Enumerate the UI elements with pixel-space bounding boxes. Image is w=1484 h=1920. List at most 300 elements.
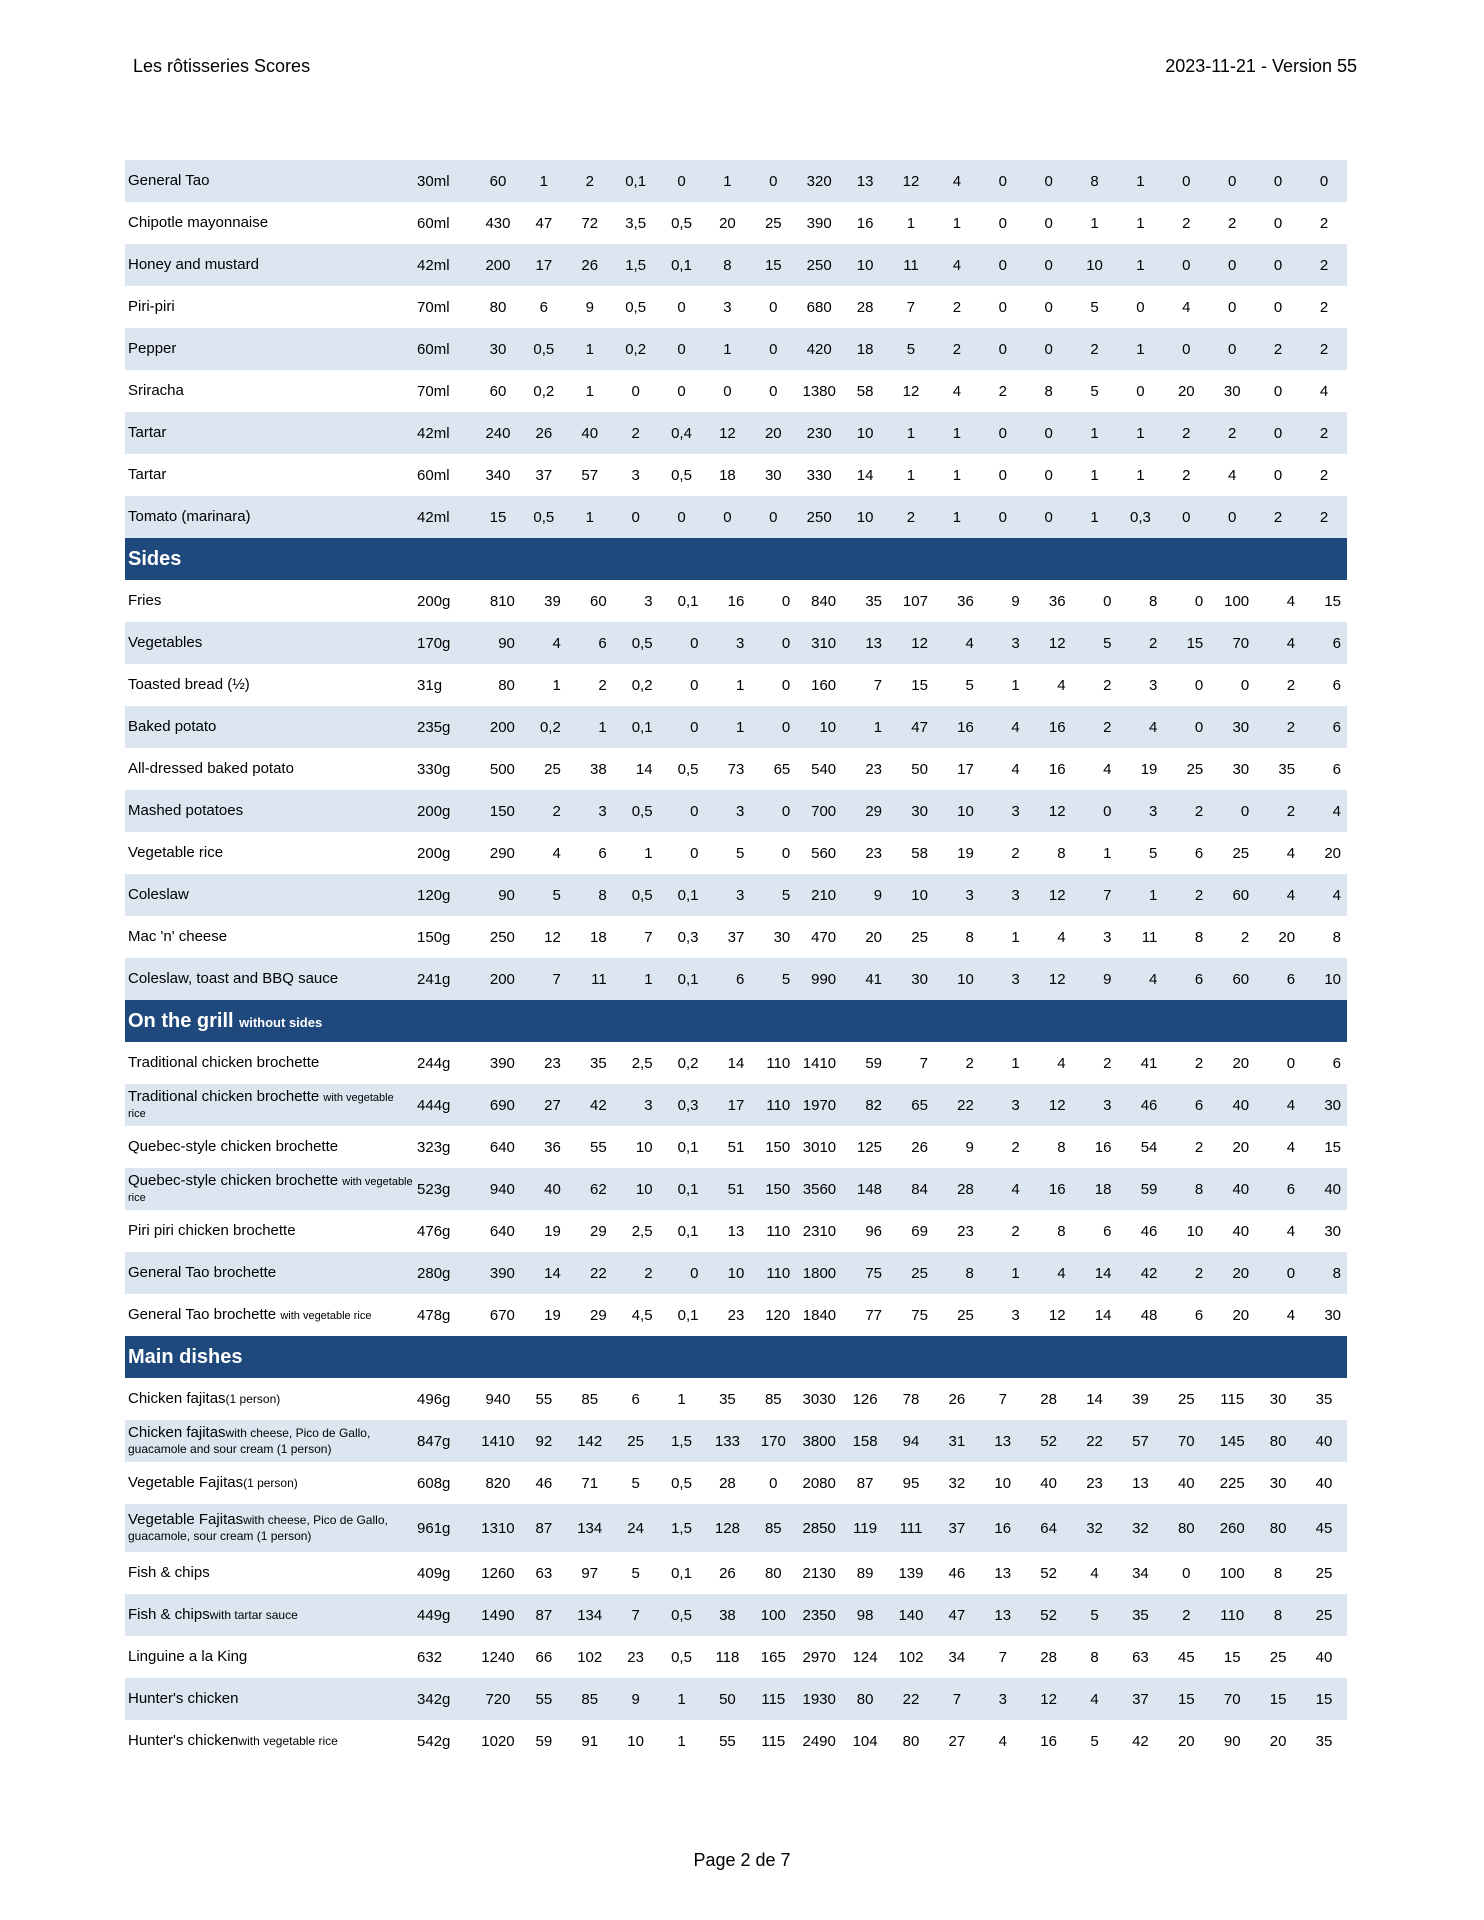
- nutrient-value: 15: [911, 676, 928, 694]
- nutrient-value: 42: [590, 1096, 607, 1114]
- item-name: Hunter's chicken: [128, 1732, 239, 1750]
- nutrient-value: 60: [1232, 886, 1250, 904]
- nutrient-value: 0: [781, 592, 791, 610]
- nutrient-value: 1: [952, 214, 962, 232]
- nutrient-value: 6: [1286, 1180, 1296, 1198]
- nutrient-value: 39: [1132, 1390, 1149, 1408]
- nutrient-value: 2: [1319, 424, 1329, 442]
- nutrient-value: 5: [1149, 844, 1158, 862]
- header-restaurant-name: Les rôtisseries Scores: [133, 56, 311, 76]
- nutrient-value: 102: [577, 1648, 603, 1666]
- nutrient-value: 16: [957, 718, 974, 736]
- item-note: with vegetable rice: [238, 1734, 338, 1749]
- nutrient-value: 7: [998, 1390, 1007, 1408]
- nutrient-value: 145: [1219, 1432, 1245, 1450]
- item-name-cell: [125, 622, 415, 664]
- nutrient-value: 4: [1286, 634, 1296, 652]
- nutrient-value: 8: [598, 886, 607, 904]
- item-name-cell: [125, 1210, 415, 1252]
- nutrient-value: 2: [585, 172, 594, 190]
- item-name-cell: [125, 244, 415, 286]
- nutrient-value: 6: [1332, 634, 1341, 652]
- item-name: All-dressed baked potato: [128, 760, 294, 778]
- nutrient-value: 2: [952, 340, 962, 358]
- nutrient-value: 16: [1048, 1180, 1066, 1198]
- nutrient-value: 0: [690, 1264, 699, 1282]
- nutrient-value: 25: [957, 1306, 974, 1324]
- nutrient-value: 820: [485, 1474, 511, 1492]
- nutrient-value: 30: [1324, 1096, 1341, 1114]
- table-row: [125, 916, 1347, 958]
- nutrient-value: 10: [856, 508, 874, 526]
- nutrient-value: 7: [998, 1648, 1007, 1666]
- nutrient-value: 4: [1286, 1138, 1296, 1156]
- nutrient-value: 0: [1182, 340, 1191, 358]
- nutrient-value: 1: [1090, 214, 1099, 232]
- nutrient-value: 12: [544, 928, 561, 946]
- item-name-cell: [125, 874, 415, 916]
- nutrient-value: 2850: [802, 1519, 836, 1537]
- nutrient-value: 2970: [802, 1648, 836, 1666]
- nutrient-value: 1930: [802, 1690, 836, 1708]
- nutrient-value: 18: [590, 928, 607, 946]
- nutrient-value: 3: [1103, 1096, 1112, 1114]
- nutrient-value: 690: [489, 1096, 515, 1114]
- nutrient-value: 90: [498, 886, 515, 904]
- nutrient-value: 60: [489, 382, 507, 400]
- nutrient-value: 40: [1177, 1474, 1195, 1492]
- nutrient-value: 115: [761, 1690, 786, 1708]
- nutrient-value: 15: [1269, 1690, 1287, 1708]
- nutrient-value: 2310: [802, 1222, 837, 1240]
- table-row: [125, 1294, 1347, 1336]
- item-name: Traditional chicken brochette: [128, 1054, 320, 1072]
- nutrient-value: 1260: [481, 1564, 515, 1582]
- nutrient-value: 28: [719, 1474, 736, 1492]
- nutrient-value: 2: [1194, 1264, 1204, 1282]
- nutrient-value: 13: [727, 1222, 745, 1240]
- nutrient-value: 540: [811, 760, 837, 778]
- serving-size: 60ml: [417, 214, 450, 232]
- nutrient-value: 115: [761, 1732, 786, 1750]
- item-name-cell: [125, 1420, 415, 1462]
- nutrient-value: 100: [1224, 592, 1250, 610]
- nutrient-value: 15: [1223, 1648, 1241, 1666]
- nutrient-value: 5: [1090, 1732, 1099, 1750]
- nutrient-value: 35: [719, 1390, 736, 1408]
- nutrient-value: 1: [736, 676, 745, 694]
- nutrient-value: 20: [1232, 1054, 1250, 1072]
- nutrient-value: 250: [806, 256, 832, 274]
- nutrient-value: 3,5: [625, 214, 647, 232]
- nutrient-value: 85: [581, 1690, 599, 1708]
- nutrient-value: 7: [644, 928, 653, 946]
- serving-size: 120g: [417, 886, 451, 904]
- nutrient-value: 0,5: [631, 634, 653, 652]
- nutrient-value: 10: [635, 1180, 653, 1198]
- nutrient-value: 0: [1044, 466, 1053, 484]
- nutrient-value: 0,5: [631, 802, 653, 820]
- nutrient-value: 0: [998, 424, 1007, 442]
- nutrient-value: 2: [1149, 634, 1158, 652]
- nutrient-value: 98: [856, 1606, 874, 1624]
- serving-size: 523g: [417, 1180, 451, 1198]
- nutrient-value: 15: [489, 508, 507, 526]
- nutrient-value: 2: [1194, 886, 1204, 904]
- serving-size: 42ml: [417, 508, 450, 526]
- nutrient-value: 1310: [481, 1519, 515, 1537]
- nutrient-value: 1240: [481, 1648, 515, 1666]
- nutrient-value: 12: [719, 424, 736, 442]
- nutrient-value: 8: [723, 256, 732, 274]
- nutrient-value: 7: [906, 298, 916, 316]
- nutrient-value: 75: [865, 1264, 883, 1282]
- nutrient-value: 4: [552, 634, 561, 652]
- nutrient-value: 23: [544, 1054, 561, 1072]
- nutrient-value: 3: [1011, 802, 1020, 820]
- nutrient-value: 1970: [802, 1096, 837, 1114]
- nutrient-value: 23: [1086, 1474, 1103, 1492]
- nutrient-value: 0,3: [677, 928, 699, 946]
- item-note: with cheese, Pico de Gallo, guacamole, sour cream (1 person): [128, 1513, 388, 1543]
- nutrient-value: 8: [1044, 382, 1053, 400]
- nutrient-value: 46: [535, 1474, 553, 1492]
- item-note: with vegetable rice: [128, 1092, 394, 1120]
- nutrient-value: 19: [544, 1222, 561, 1240]
- nutrient-value: 4: [965, 634, 974, 652]
- table-row: [125, 202, 1347, 244]
- nutrient-value: 1,5: [671, 1432, 692, 1450]
- nutrient-value: 1800: [802, 1264, 837, 1282]
- item-name-cell: [125, 958, 415, 1000]
- nutrient-value: 73: [727, 760, 745, 778]
- nutrient-value: 57: [1132, 1432, 1149, 1450]
- nutrient-value: 40: [1315, 1432, 1333, 1450]
- nutrient-value: 0,5: [671, 1648, 692, 1666]
- nutrient-value: 45: [1315, 1519, 1333, 1537]
- item-name-cell: [125, 664, 415, 706]
- nutrient-value: 1: [1136, 340, 1145, 358]
- serving-size: 30ml: [417, 172, 450, 190]
- header-date-version: 2023-11-21 - Version 55: [1165, 56, 1357, 76]
- table-row: [125, 1126, 1347, 1168]
- table-row: [125, 790, 1347, 832]
- nutrient-value: 14: [1094, 1306, 1112, 1324]
- nutrient-value: 36: [1048, 592, 1066, 610]
- item-note: with vegetable rice: [280, 1310, 372, 1323]
- nutrient-value: 139: [898, 1564, 924, 1582]
- section-title: Main dishes: [128, 1345, 243, 1368]
- nutrient-value: 0: [998, 508, 1007, 526]
- nutrient-value: 20: [1177, 1732, 1195, 1750]
- nutrient-value: 6: [631, 1390, 640, 1408]
- nutrient-value: 0: [677, 298, 686, 316]
- nutrient-value: 0: [690, 634, 699, 652]
- nutrient-value: 4: [1286, 1306, 1296, 1324]
- nutrient-value: 85: [764, 1519, 782, 1537]
- table-row: [125, 328, 1347, 370]
- nutrient-value: 1: [552, 676, 561, 694]
- nutrient-value: 3800: [802, 1432, 836, 1450]
- table-row: [125, 1168, 1347, 1210]
- nutrient-value: 40: [1324, 1180, 1341, 1198]
- nutrient-value: 0: [1319, 172, 1329, 190]
- table-row: [125, 1378, 1347, 1420]
- nutrient-value: 28: [856, 298, 874, 316]
- item-name-cell: [125, 202, 415, 244]
- item-name-cell: [125, 496, 415, 538]
- table-row: [125, 286, 1347, 328]
- nutrient-value: 20: [1232, 1306, 1250, 1324]
- nutrient-value: 2: [1286, 718, 1296, 736]
- nutrient-value: 13: [994, 1432, 1012, 1450]
- nutrient-value: 5: [906, 340, 916, 358]
- table-row: [125, 1420, 1347, 1462]
- nutrient-value: 0: [1044, 214, 1053, 232]
- nutrient-value: 0: [1194, 592, 1204, 610]
- nutrient-value: 3010: [802, 1138, 837, 1156]
- nutrient-value: 62: [590, 1180, 607, 1198]
- item-name: General Tao: [128, 172, 210, 190]
- nutrient-value: 0,1: [671, 256, 692, 274]
- nutrient-value: 5: [781, 970, 791, 988]
- nutrient-value: 6: [1194, 1096, 1204, 1114]
- nutrient-value: 9: [631, 1690, 640, 1708]
- nutrient-value: 10: [957, 970, 974, 988]
- nutrient-value: 0,3: [677, 1096, 699, 1114]
- nutrient-value: 2: [1182, 466, 1191, 484]
- nutrient-value: 165: [760, 1648, 786, 1666]
- nutrient-value: 2490: [802, 1732, 836, 1750]
- nutrient-value: 11: [591, 970, 607, 988]
- nutrient-value: 65: [911, 1096, 928, 1114]
- table-row: [125, 832, 1347, 874]
- nutrient-value: 60: [590, 592, 607, 610]
- nutrient-value: 119: [853, 1519, 878, 1537]
- nutrient-value: 17: [535, 256, 553, 274]
- nutrient-value: 2: [1194, 1054, 1204, 1072]
- table-row: [125, 874, 1347, 916]
- nutrient-value: 680: [806, 298, 832, 316]
- nutrient-value: 110: [766, 1264, 791, 1282]
- nutrient-value: 1380: [802, 382, 836, 400]
- nutrient-value: 47: [911, 718, 928, 736]
- nutrient-value: 0: [1228, 172, 1237, 190]
- item-name-cell: [125, 790, 415, 832]
- nutrient-value: 11: [1141, 928, 1158, 946]
- nutrient-value: 19: [957, 844, 974, 862]
- nutrient-value: 87: [535, 1519, 553, 1537]
- nutrient-value: 25: [627, 1432, 644, 1450]
- nutrient-value: 0: [631, 508, 640, 526]
- nutrient-value: 29: [865, 802, 883, 820]
- nutrient-value: 23: [865, 844, 883, 862]
- nutrient-value: 110: [766, 1222, 791, 1240]
- nutrient-value: 7: [952, 1690, 962, 1708]
- nutrient-value: 230: [806, 424, 832, 442]
- nutrient-value: 100: [1219, 1564, 1245, 1582]
- nutrient-value: 30: [1232, 760, 1250, 778]
- nutrient-value: 3: [1011, 1306, 1020, 1324]
- nutrient-value: 12: [902, 382, 920, 400]
- nutrient-value: 4: [1011, 718, 1020, 736]
- nutrient-value: 2: [1240, 928, 1250, 946]
- nutrient-value: 80: [764, 1564, 782, 1582]
- nutrient-value: 0: [1273, 172, 1283, 190]
- table-row: [125, 622, 1347, 664]
- nutrient-value: 1: [1011, 1054, 1020, 1072]
- nutrient-value: 0: [781, 634, 791, 652]
- nutrient-value: 25: [911, 1264, 928, 1282]
- nutrient-value: 470: [811, 928, 837, 946]
- nutrient-value: 64: [1040, 1519, 1057, 1537]
- item-name-cell: [125, 286, 415, 328]
- nutrient-value: 75: [911, 1306, 928, 1324]
- item-note: (1 person): [243, 1476, 298, 1491]
- nutrient-value: 0: [1182, 1564, 1191, 1582]
- nutrient-value: 14: [856, 466, 874, 484]
- table-row: [125, 244, 1347, 286]
- section-header-row: [125, 1336, 1347, 1378]
- section-header-row: [125, 1000, 1347, 1042]
- nutrient-value: 700: [811, 802, 837, 820]
- nutrient-value: 25: [1177, 1390, 1195, 1408]
- nutrient-value: 4: [1057, 676, 1066, 694]
- item-name-cell: [125, 1552, 415, 1594]
- nutrient-value: 8: [1149, 592, 1158, 610]
- nutrition-table-body: [125, 160, 1347, 1762]
- serving-size: 847g: [417, 1432, 451, 1450]
- nutrient-value: 16: [1048, 760, 1066, 778]
- nutrient-value: 35: [1315, 1732, 1333, 1750]
- nutrient-value: 12: [911, 634, 928, 652]
- nutrient-value: 1: [1103, 844, 1112, 862]
- nutrient-value: 20: [1269, 1732, 1287, 1750]
- serving-size: 330g: [417, 760, 451, 778]
- nutrient-value: 85: [764, 1390, 782, 1408]
- nutrient-value: 25: [1315, 1564, 1333, 1582]
- nutrient-value: 4: [1057, 928, 1066, 946]
- nutrient-value: 2: [1273, 508, 1283, 526]
- serving-size: 496g: [417, 1390, 451, 1408]
- nutrient-value: 0: [690, 718, 699, 736]
- nutrient-value: 57: [581, 466, 599, 484]
- item-name: Fries: [128, 592, 162, 610]
- nutrient-value: 1: [1090, 508, 1099, 526]
- nutrient-value: 124: [852, 1648, 878, 1666]
- nutrient-value: 12: [1048, 1306, 1066, 1324]
- nutrient-value: 110: [766, 1054, 791, 1072]
- nutrient-value: 670: [489, 1306, 515, 1324]
- nutrient-value: 87: [856, 1474, 874, 1492]
- serving-size: 42ml: [417, 424, 450, 442]
- nutrient-value: 80: [1269, 1519, 1287, 1537]
- item-name: Quebec-style chicken brochette: [128, 1172, 339, 1190]
- nutrient-value: 82: [865, 1096, 883, 1114]
- nutrient-value: 3030: [802, 1390, 836, 1408]
- nutrient-value: 39: [544, 592, 561, 610]
- nutrient-value: 16: [994, 1519, 1012, 1537]
- nutrient-value: 170: [760, 1432, 786, 1450]
- nutrient-value: 0: [998, 340, 1007, 358]
- nutrient-value: 36: [957, 592, 974, 610]
- nutrient-value: 148: [857, 1180, 883, 1198]
- item-name: Tartar: [128, 466, 167, 484]
- nutrient-value: 0,5: [671, 214, 692, 232]
- item-name-cell: [125, 370, 415, 412]
- nutrient-value: 111: [899, 1519, 923, 1537]
- nutrient-value: 330: [806, 466, 832, 484]
- nutrient-value: 80: [1269, 1432, 1287, 1450]
- nutrient-value: 260: [1219, 1519, 1245, 1537]
- nutrient-value: 0,1: [677, 1222, 699, 1240]
- nutrient-value: 1: [598, 718, 607, 736]
- nutrient-value: 13: [856, 172, 874, 190]
- nutrient-value: 71: [581, 1474, 599, 1492]
- nutrient-value: 12: [1048, 1096, 1066, 1114]
- item-name-cell: [125, 412, 415, 454]
- nutrient-value: 2: [1228, 424, 1237, 442]
- nutrient-value: 0: [1044, 298, 1053, 316]
- nutrient-value: 0,1: [671, 1564, 692, 1582]
- nutrient-value: 4: [1286, 592, 1296, 610]
- nutrient-value: 37: [727, 928, 745, 946]
- nutrient-value: 1: [1136, 214, 1145, 232]
- nutrient-value: 110: [766, 1096, 791, 1114]
- nutrient-value: 0,5: [625, 298, 647, 316]
- item-name-cell: [125, 1462, 415, 1504]
- nutrient-value: 4: [1228, 466, 1237, 484]
- nutrient-value: 940: [489, 1180, 515, 1198]
- nutrient-value: 28: [1040, 1390, 1057, 1408]
- nutrient-value: 3: [736, 886, 745, 904]
- nutrient-value: 1: [723, 172, 732, 190]
- item-name: General Tao brochette: [128, 1264, 277, 1282]
- nutrient-value: 0,1: [677, 1138, 699, 1156]
- nutrient-value: 390: [489, 1054, 515, 1072]
- nutrient-value: 80: [856, 1690, 874, 1708]
- nutrient-value: 2: [631, 424, 640, 442]
- nutrient-value: 41: [1140, 1054, 1158, 1072]
- nutrient-value: 25: [911, 928, 928, 946]
- nutrient-value: 4: [1332, 802, 1341, 820]
- nutrient-value: 8: [1057, 1222, 1066, 1240]
- nutrient-value: 20: [1232, 1138, 1250, 1156]
- nutrient-value: 55: [535, 1690, 553, 1708]
- item-name: Tartar: [128, 424, 167, 442]
- nutrient-value: 38: [590, 760, 607, 778]
- nutrient-value: 0: [998, 256, 1007, 274]
- serving-size: 323g: [417, 1138, 451, 1156]
- nutrient-value: 4: [1011, 760, 1020, 778]
- nutrient-value: 29: [590, 1306, 607, 1324]
- nutrient-value: 0: [690, 802, 699, 820]
- nutrient-value: 14: [1086, 1390, 1103, 1408]
- nutrient-value: 16: [856, 214, 874, 232]
- section-title-cell: [125, 538, 1347, 580]
- nutrient-value: 5: [1090, 382, 1099, 400]
- nutrient-value: 4: [952, 172, 962, 190]
- nutrient-value: 200: [489, 718, 515, 736]
- nutrient-value: 1: [644, 970, 653, 988]
- nutrient-value: 69: [911, 1222, 928, 1240]
- item-name: Toasted bread (½): [128, 676, 250, 694]
- nutrient-value: 0: [1228, 508, 1237, 526]
- nutrient-value: 3: [1103, 928, 1112, 946]
- nutrient-value: 1: [1011, 1264, 1020, 1282]
- table-row: [125, 1636, 1347, 1678]
- nutrient-value: 27: [544, 1096, 561, 1114]
